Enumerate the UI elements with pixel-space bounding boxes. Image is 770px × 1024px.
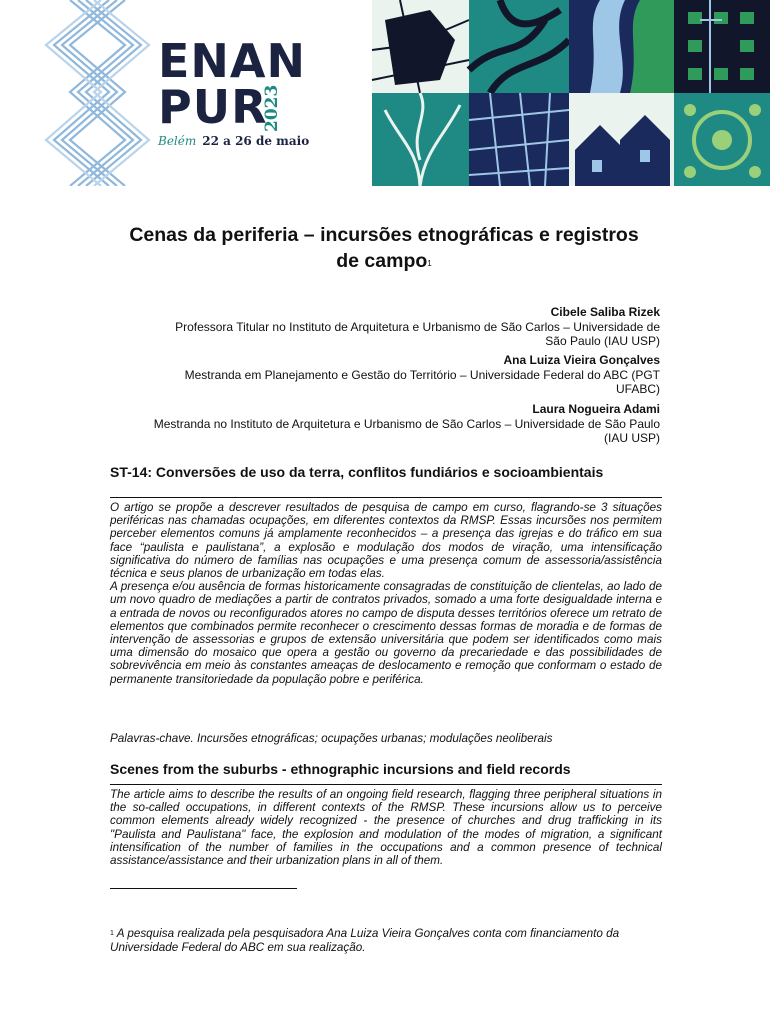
abstract-portuguese: [110, 501, 662, 686]
footnote: [110, 927, 662, 955]
paper-title-line2: [96, 248, 672, 274]
author-block-2: [185, 353, 660, 397]
footnote-marker: 1: [110, 930, 114, 937]
english-title: Scenes from the suburbs - ethnographic incursions and field records: [110, 761, 571, 777]
author-affiliation: (IAU USP): [603, 431, 660, 445]
session-divider: [110, 497, 662, 498]
author-affiliation: UFABC): [615, 382, 660, 396]
session-title: ST-14: Conversões de uso da terra, conflitos fundiários e socioambientais: [110, 464, 604, 480]
paper-title-line1: Cenas da periferia – incursões etnográficas e registros: [129, 224, 639, 246]
artwork-tiles: [372, 0, 770, 186]
author-name: Laura Nogueira Adami: [532, 402, 660, 416]
footnote-separator: [110, 888, 297, 889]
keywords: Palavras-chave. Incursões etnográficas; ocupações urbanas; modulações neoliberais: [110, 732, 553, 745]
footnote-text: A pesquisa realizada pela pesquisadora Ana Luiza Vieira Gonçalves conta com financiamento da Universidade Federal do ABC em sua realização.: [110, 927, 620, 954]
paper-title: [96, 222, 672, 274]
title-footnote-marker[interactable]: 1: [427, 259, 432, 268]
lattice-pattern: [46, 0, 149, 186]
abstract-paragraph: O artigo se propõe a descrever resultados de pesquisa de campo em curso, flagrando-se 3 situações periféricas nas chamadas ocupações, em diferentes contextos da RMSP. Essas incursões nos permitem perceber elementos comuns já amplamente reconhecidos – a presença das igrejas e do tráfico em sua face “paulista e paulistana”, a explosão e modulação dos modos de viração, uma intensificação significativa do número de famílias nas ocupações e uma presença comum de assessoria/assistência técnica e seus planos de urbanização em todas elas.: [110, 501, 662, 581]
paper-title-line2-text: de campo: [336, 250, 428, 272]
logo-city: Belém: [158, 134, 197, 148]
logo-text-line1: ENAN: [158, 34, 307, 88]
logo-text-line2: PUR: [158, 80, 268, 134]
author-affiliation: São Paulo (IAU USP): [545, 334, 660, 348]
author-block-1: [175, 305, 660, 349]
conference-banner: [0, 0, 770, 186]
abstract-paragraph: A presença e/ou ausência de formas historicamente consagradas de constituição de clientelas, ao lado de um novo quadro de mediações a partir de contratos privados, somado a uma forte desigualdade interna e a entrada de novos ou reconfigurados atores no campo de disputa desses territórios oferece um retrato de elementos que combinados permite reconhecer o crescimento dessas formas de moradia e de formas de intervenção de assessorias e grupos de extensão universitária que podem ser identificados como mais uma dimensão do mosaico que opera a gestão ou governo da precariedade e das possibilidades de sobrevivência em meio às constantes ameaças de deslocamento e remoção que conformam o estado de permanente transitoriedade da população pobre e periférica.: [110, 580, 662, 686]
author-block-3: [154, 402, 660, 446]
abstract-english: [110, 788, 662, 867]
logo-location-dates: [158, 134, 309, 148]
author-affiliation: Mestranda no Instituto de Arquitetura e Urbanismo de São Carlos – Universidade de São Paulo: [153, 416, 660, 431]
logo-dates: 22 a 26 de maio: [202, 134, 310, 148]
abstract-paragraph: The article aims to describe the results of an ongoing field research, flagging three peripheral situations in the so-called occupations, in different contexts of the RMSP. These incursions allow us to perceive common elements already widely recognized - the presence of churches and drug trafficking in its "Paulista and Paulistana" face, the explosion and modulation of the modes of migration, a significant intensification of the number of families in the occupations and a common presence of technical assistance/assistance and their urbanization plans in all of them.: [110, 788, 662, 868]
logo-year: 2023: [262, 84, 282, 132]
author-name: Cibele Saliba Rizek: [550, 305, 660, 319]
author-name: Ana Luiza Vieira Gonçalves: [503, 353, 660, 367]
author-affiliation: Mestranda em Planejamento e Gestão do Território – Universidade Federal do ABC (PGT: [184, 367, 660, 382]
english-title-divider: [110, 784, 662, 785]
author-affiliation: Professora Titular no Instituto de Arquitetura e Urbanismo de São Carlos – Universidade de: [175, 319, 660, 334]
enanpur-logo: [158, 34, 368, 158]
